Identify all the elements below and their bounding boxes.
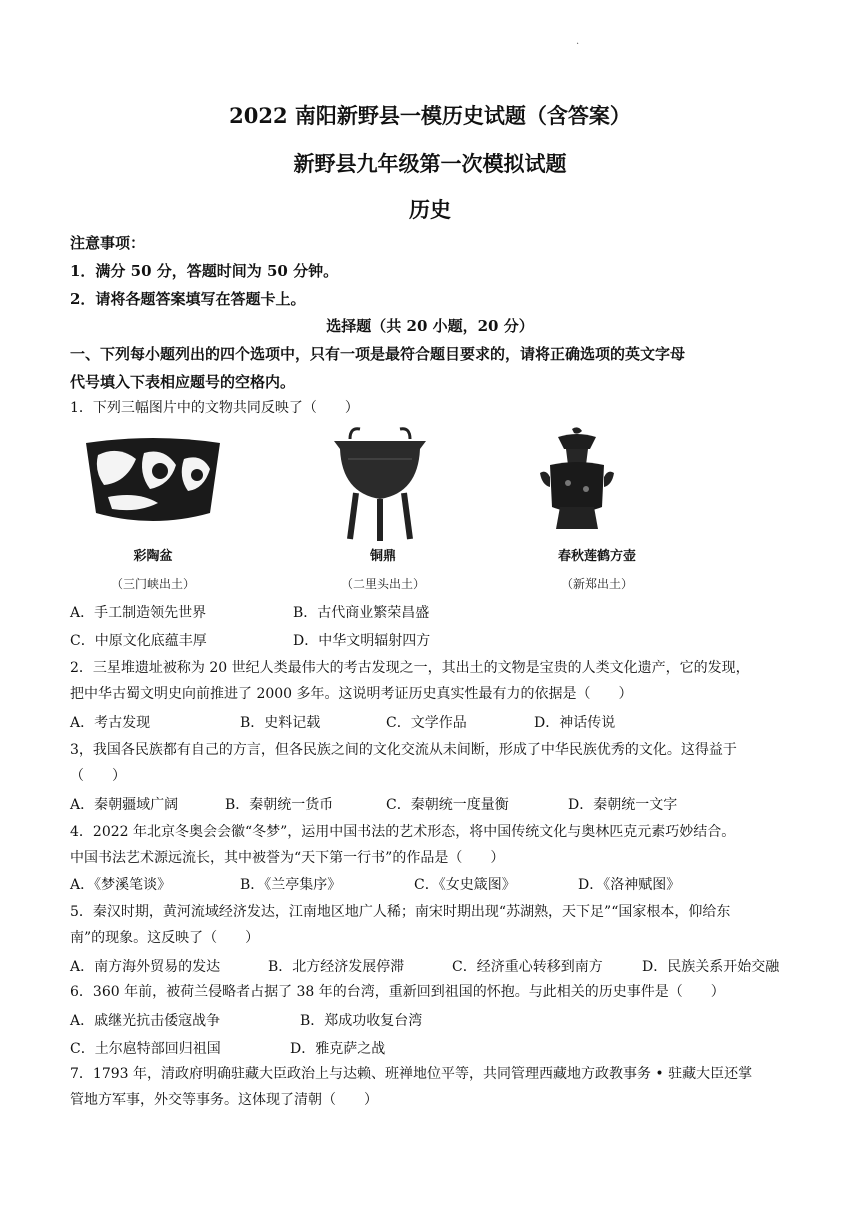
section-heading: 选择题（共 20 小题，20 分） (326, 317, 534, 335)
question-6-option-c: C．土尔扈特部回归祖国 (70, 1041, 221, 1057)
figure-caption: 春秋莲鹤方壶 (557, 549, 636, 564)
question-6-option-d: D．雅克萨之战 (290, 1041, 386, 1057)
question-1-option-c: C．中原文化底蕴丰厚 (70, 633, 207, 649)
document-subtitle: 新野县九年级第一次模拟试题 (293, 151, 567, 176)
question-6-option-b: B．郑成功收复台湾 (300, 1013, 423, 1029)
question-2-option-a: A．考古发现 (70, 715, 151, 731)
bronze-ding-image (320, 425, 440, 545)
question-3-option-d: D．秦朝统一文字 (568, 797, 678, 813)
question-1-stem: 1．下列三幅图片中的文物共同反映了（ ） (70, 400, 359, 416)
question-2-option-b: B．史料记载 (240, 715, 321, 731)
figure-origin: （新郑出土） (560, 577, 633, 591)
question-1-option-d: D．中华文明辐射四方 (293, 633, 431, 649)
question-4-stem: 4．2022 年北京冬奥会会徽“冬梦”，运用中国书法的艺术形态，将中国传统文化与奥林匹克元素巧妙结合。 (70, 824, 736, 840)
question-3-option-a: A．秦朝疆域广阔 (70, 797, 179, 813)
question-2-option-d: D．神话传说 (534, 715, 616, 731)
document-title: 2022 南阳新野县一模历史试题（含答案） (229, 103, 631, 128)
question-7-stem: 管地方军事，外交等事务。这体现了清朝（ ） (70, 1092, 378, 1108)
notice-item: 1．满分 50 分，答题时间为 50 分钟。 (70, 262, 339, 280)
lotus-crane-square-pot-image (532, 425, 622, 545)
figure-caption: 铜鼎 (369, 549, 396, 564)
question-4-option-c: C．《女史箴图》 (414, 877, 516, 893)
question-1-option-b: B．古代商业繁荣昌盛 (293, 605, 430, 621)
section-instruction: 一、下列每小题列出的四个选项中，只有一项是最符合题目要求的，请将正确选项的英文字母 (70, 345, 686, 363)
question-3-option-b: B．秦朝统一货币 (225, 797, 334, 813)
figure-bronze-ding (320, 425, 480, 600)
header-dot: . (576, 36, 580, 47)
question-2-stem: 把中华古蜀文明史向前推进了 2000 多年。这说明考证历史真实性最有力的依据是（ ） (70, 686, 633, 702)
notice-item: 2．请将各题答案填写在答题卡上。 (70, 290, 306, 308)
figure-painted-pottery-basin (78, 425, 238, 600)
question-7-stem: 7．1793 年，清政府明确驻藏大臣政治上与达赖、班禅地位平等，共同管理西藏地方政教事务 • 驻藏大臣还掌 (70, 1066, 753, 1082)
subject-title: 历史 (409, 197, 451, 222)
question-3-stem: （ ） (70, 768, 126, 784)
question-4-option-b: B．《兰亭集序》 (240, 877, 342, 893)
painted-pottery-basin-image (78, 425, 228, 535)
figure-origin: （二里头出土） (340, 577, 425, 591)
question-3-stem: 3，我国各民族都有自己的方言，但各民族之间的文化交流从未间断，形成了中华民族优秀的文化。这得益于 (70, 742, 737, 758)
question-5-option-c: C．经济重心转移到南方 (452, 959, 603, 975)
question-4-option-a: A．《梦溪笔谈》 (70, 877, 172, 893)
question-5-stem: 5．秦汉时期，黄河流域经济发达，江南地区地广人稀；南宋时期出现“苏湖熟，天下足”“国家根本，仰给东 (70, 904, 731, 920)
notice-heading: 注意事项： (70, 234, 146, 252)
question-5-option-d: D．民族关系开始交融 (642, 959, 780, 975)
question-2-option-c: C．文学作品 (386, 715, 467, 731)
question-4-stem: 中国书法艺术源远流长，其中被誉为“天下第一行书”的作品是（ ） (70, 850, 505, 866)
section-instruction: 代号填入下表相应题号的空格内。 (70, 373, 296, 391)
question-2-stem: 2．三星堆遗址被称为 20 世纪人类最伟大的考古发现之一，其出土的文物是宝贵的人类文化遗产，它的发现， (70, 660, 750, 676)
question-5-option-a: A．南方海外贸易的发达 (70, 959, 221, 975)
figure-lotus-crane-square-pot (532, 425, 692, 600)
question-1-option-a: A．手工制造领先世界 (70, 605, 207, 621)
question-6-stem: 6．360 年前，被荷兰侵略者占据了 38 年的台湾，重新回到祖国的怀抱。与此相关的历史事件是（ ） (70, 984, 725, 1000)
figure-origin: （三门峡出土） (110, 577, 195, 591)
question-4-option-d: D．《洛神赋图》 (578, 877, 681, 893)
question-5-option-b: B．北方经济发展停滞 (268, 959, 405, 975)
question-6-option-a: A．戚继光抗击倭寇战争 (70, 1013, 221, 1029)
question-5-stem: 南”的现象。这反映了（ ） (70, 930, 260, 946)
question-3-option-c: C．秦朝统一度量衡 (386, 797, 509, 813)
figure-caption: 彩陶盆 (133, 549, 173, 564)
